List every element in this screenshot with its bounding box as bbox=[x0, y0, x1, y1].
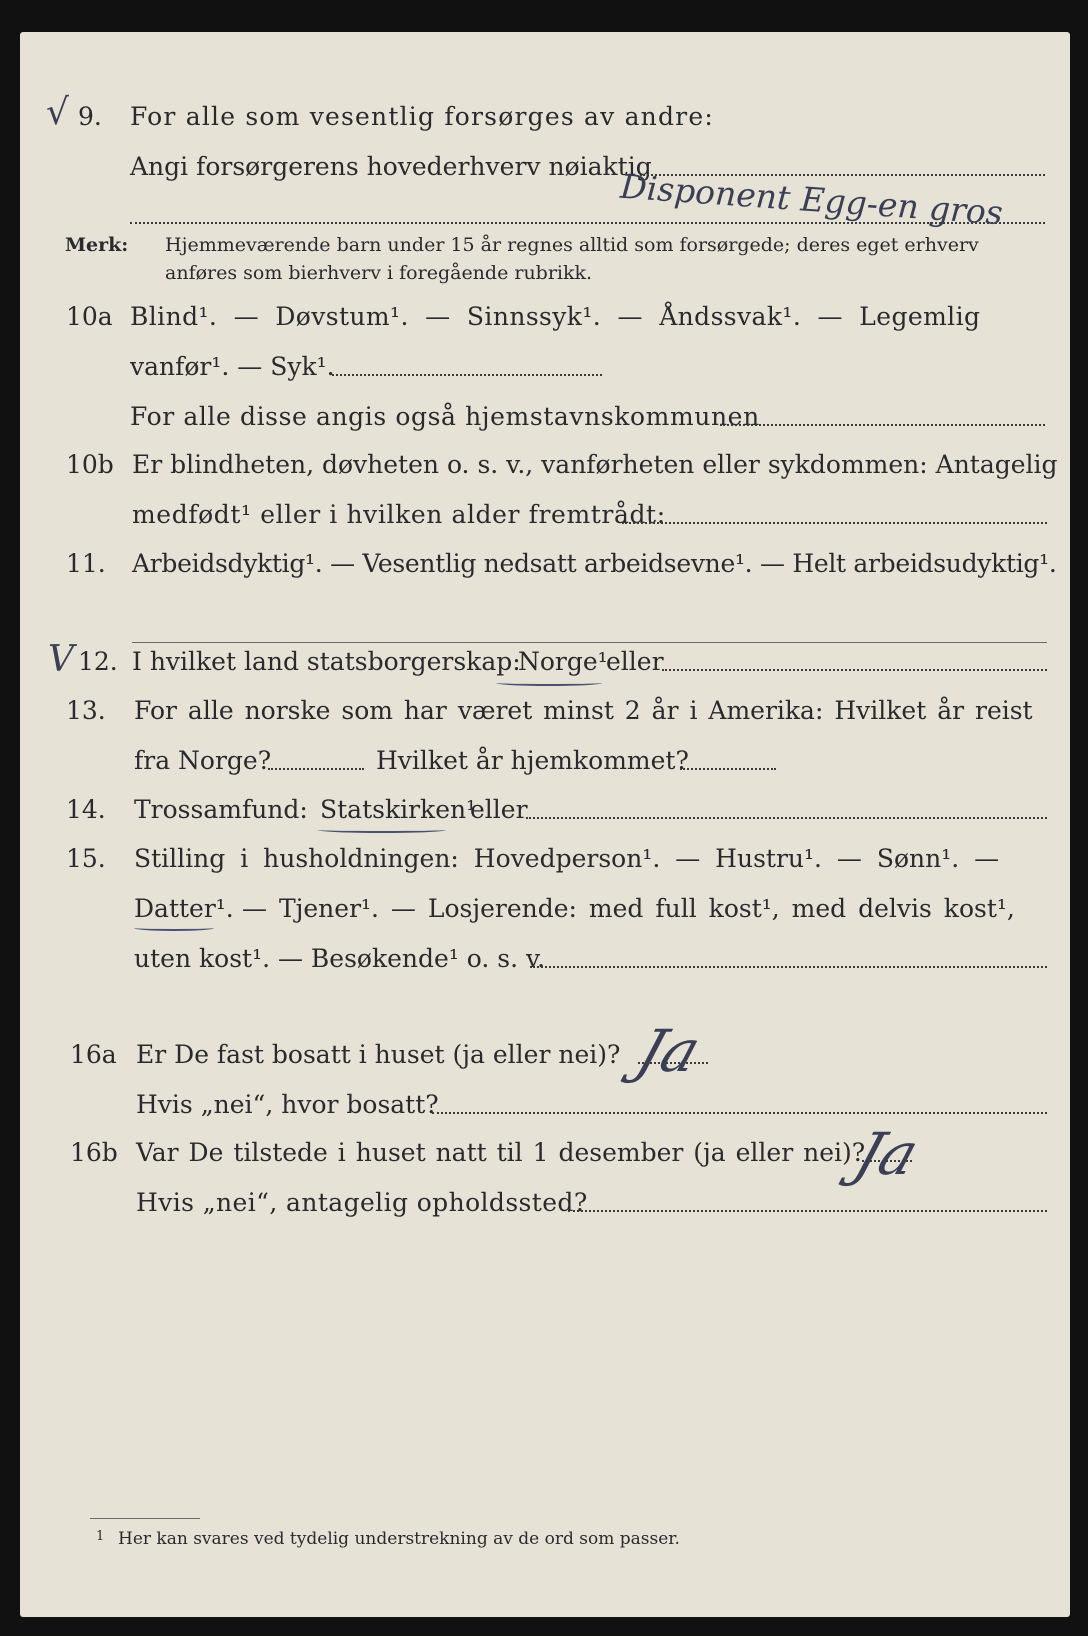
q9-handwritten-answer: Disponent Egg-en gros bbox=[619, 166, 1005, 233]
q10b-number: 10b bbox=[66, 450, 114, 479]
q15-options-1: Stilling i husholdningen: Hovedperson¹. — Hustru¹. — Sønn¹. — bbox=[134, 844, 1000, 873]
q10a-answer-line bbox=[332, 374, 602, 376]
q9-prompt: Angi forsørgerens hovederhverv nøiaktig bbox=[130, 152, 652, 181]
q16a-handwritten-answer: Ja bbox=[628, 1017, 709, 1085]
q16b-followup: Hvis „nei“, antagelig opholdssted? bbox=[136, 1188, 588, 1217]
footnote-rule bbox=[90, 1518, 200, 1519]
q10a-number: 10a bbox=[66, 302, 113, 331]
q9-question: For alle som vesentlig forsørges av andre: bbox=[130, 102, 714, 131]
q14-answer-line bbox=[526, 817, 1047, 819]
q13-right-prompt: Hvilket år hjemkommet? bbox=[376, 746, 689, 775]
q13-number: 13. bbox=[66, 696, 106, 725]
q12-norge-underline bbox=[496, 680, 602, 686]
q16b-number: 16b bbox=[70, 1138, 118, 1167]
q15-options-2: — Tjener¹. — Losjerende: med full kost¹, med delvis kost¹, bbox=[242, 894, 1015, 923]
q16a-followup: Hvis „nei“, hvor bosatt? bbox=[136, 1090, 439, 1119]
footnote-mark: 1 bbox=[96, 1529, 105, 1544]
merk-label: Merk: bbox=[65, 234, 129, 256]
q12-answer-line bbox=[662, 669, 1047, 671]
q10a-municipality-prompt: For alle disse angis også hjemstavnskommunen bbox=[130, 402, 760, 431]
q13-left-line bbox=[268, 768, 364, 770]
q15-options-3: uten kost¹. — Besøkende¹ o. s. v. bbox=[134, 944, 546, 973]
q13-left-prompt: fra Norge? bbox=[134, 746, 272, 775]
merk-note-2: anføres som bierhverv i foregående rubrikk. bbox=[165, 262, 593, 284]
q11-answer-rule bbox=[132, 642, 1047, 643]
q15-option-datter: Datter¹. bbox=[134, 894, 234, 923]
q10b-answer-line bbox=[622, 522, 1047, 524]
q12-option-eller: eller bbox=[606, 647, 664, 676]
q10a-municipality-line bbox=[720, 424, 1045, 426]
q14-option-statskirken: Statskirken¹ bbox=[320, 795, 477, 824]
q14-number: 14. bbox=[66, 795, 106, 824]
q14-question: Trossamfund: bbox=[134, 795, 308, 824]
q12-option-norge: Norge¹ bbox=[518, 647, 608, 676]
q10b-question: Er blindheten, døvheten o. s. v., vanførheten eller sykdommen: Antagelig bbox=[132, 450, 1058, 479]
q12-number: 12. bbox=[78, 647, 118, 676]
q11-options: Arbeidsdyktig¹. — Vesentlig nedsatt arbeidsevne¹. — Helt arbeidsudyktig¹. bbox=[132, 549, 1057, 578]
q15-number: 15. bbox=[66, 844, 106, 873]
q11-number: 11. bbox=[66, 549, 106, 578]
check-mark-v: V bbox=[48, 639, 74, 680]
q15-datter-underline bbox=[134, 925, 214, 931]
q10b-question-2: medfødt¹ eller i hvilken alder fremtrådt: bbox=[132, 500, 666, 529]
q16b-handwritten-answer: Ja bbox=[846, 1120, 927, 1188]
q13-right-line bbox=[680, 768, 776, 770]
q16a-followup-line bbox=[432, 1112, 1047, 1114]
q10a-options-2: vanfør¹. — Syk¹. bbox=[130, 352, 335, 381]
q16b-followup-line bbox=[568, 1210, 1047, 1212]
q9-number: 9. bbox=[78, 102, 102, 131]
census-form-page bbox=[20, 32, 1070, 1617]
q16a-number: 16a bbox=[70, 1040, 117, 1069]
q15-answer-line bbox=[530, 966, 1047, 968]
q16b-question: Var De tilstede i huset natt til 1 desember (ja eller nei)? bbox=[136, 1138, 866, 1167]
q14-statskirken-underline bbox=[318, 827, 446, 833]
check-mark: √ bbox=[46, 92, 69, 133]
q14-option-eller: eller bbox=[470, 795, 528, 824]
footnote-text: Her kan svares ved tydelig understrekning av de ord som passer. bbox=[118, 1529, 680, 1549]
q12-question: I hvilket land statsborgerskap: bbox=[132, 647, 521, 676]
q16a-question: Er De fast bosatt i huset (ja eller nei)? bbox=[136, 1040, 621, 1069]
merk-note-1: Hjemmeværende barn under 15 år regnes alltid som forsørgede; deres eget erhverv bbox=[165, 234, 979, 256]
q13-question: For alle norske som har været minst 2 år i Amerika: Hvilket år reist bbox=[134, 696, 1033, 725]
q10a-options: Blind¹. — Døvstum¹. — Sinnssyk¹. — Åndssvak¹. — Legemlig bbox=[130, 302, 981, 331]
